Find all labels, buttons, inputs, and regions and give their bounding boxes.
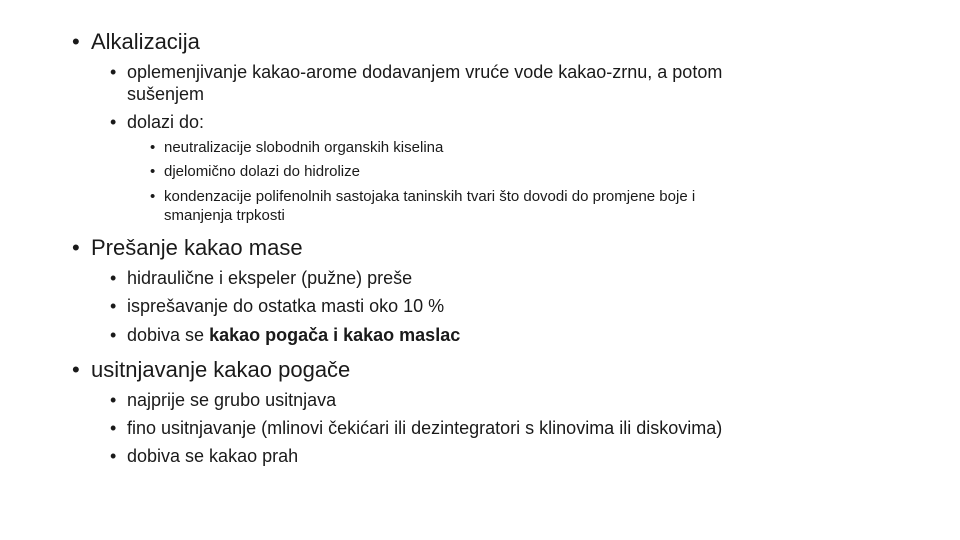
bullet-icon: •	[110, 418, 117, 438]
sub-list-item-continuation	[164, 207, 285, 225]
sub-list-item	[150, 188, 696, 206]
bullet-icon: •	[150, 163, 156, 180]
bullet-icon: •	[110, 62, 117, 82]
list-item-text: sušenjem	[127, 84, 205, 104]
list-item-text: dobiva se kakao prah	[127, 446, 299, 466]
heading-usitnjavanje	[72, 357, 351, 383]
list-item-text-bold: kakao pogača i kakao maslac	[209, 325, 461, 345]
section-heading: Prešanje kakao mase	[91, 235, 303, 260]
list-item-text-plain: dobiva se	[127, 325, 210, 345]
bullet-icon: •	[150, 139, 156, 156]
list-item-text: fino usitnjavanje (mlinovi čekićari ili dezintegratori s klinovima ili diskovima)	[127, 418, 723, 438]
list-item-text: hidraulične i ekspeler (pužne) preše	[127, 268, 413, 288]
bullet-icon: •	[72, 357, 80, 382]
bullet-icon: •	[110, 446, 117, 466]
bullet-icon: •	[110, 268, 117, 288]
bullet-icon: •	[110, 112, 117, 132]
bullet-icon: •	[110, 325, 117, 345]
bullet-icon: •	[110, 390, 117, 410]
list-item	[110, 417, 723, 439]
list-item-continuation	[127, 83, 204, 105]
list-item	[110, 267, 413, 289]
list-item	[110, 295, 445, 317]
sub-list-item	[150, 139, 444, 157]
section-heading: Alkalizacija	[91, 29, 200, 54]
list-item-text: isprešavanje do ostatka masti oko 10 %	[127, 296, 445, 316]
bullet-icon: •	[150, 188, 156, 205]
list-item	[110, 111, 205, 133]
bullet-icon: •	[72, 29, 80, 54]
list-item-text: najprije se grubo usitnjava	[127, 390, 337, 410]
sub-list-item	[150, 163, 360, 181]
list-item	[110, 389, 337, 411]
heading-alkalizacija	[72, 29, 200, 55]
sub-list-item-text: kondenzacije polifenolnih sastojaka taninskih tvari što dovodi do promjene boje i	[164, 188, 696, 205]
list-item-text: dolazi do:	[127, 112, 205, 132]
sub-list-item-text: smanjenja trpkosti	[164, 207, 285, 224]
heading-presanje	[72, 235, 303, 261]
section-heading: usitnjavanje kakao pogače	[91, 357, 351, 382]
bullet-icon: •	[110, 296, 117, 316]
list-item	[110, 324, 461, 346]
sub-list-item-text: neutralizacije slobodnih organskih kiselina	[164, 139, 444, 156]
list-item	[110, 61, 723, 83]
list-item	[110, 445, 299, 467]
list-item-text: oplemenjivanje kakao-arome dodavanjem vruće vode kakao-zrnu, a potom	[127, 62, 723, 82]
bullet-icon: •	[72, 235, 80, 260]
sub-list-item-text: djelomično dolazi do hidrolize	[164, 163, 360, 180]
